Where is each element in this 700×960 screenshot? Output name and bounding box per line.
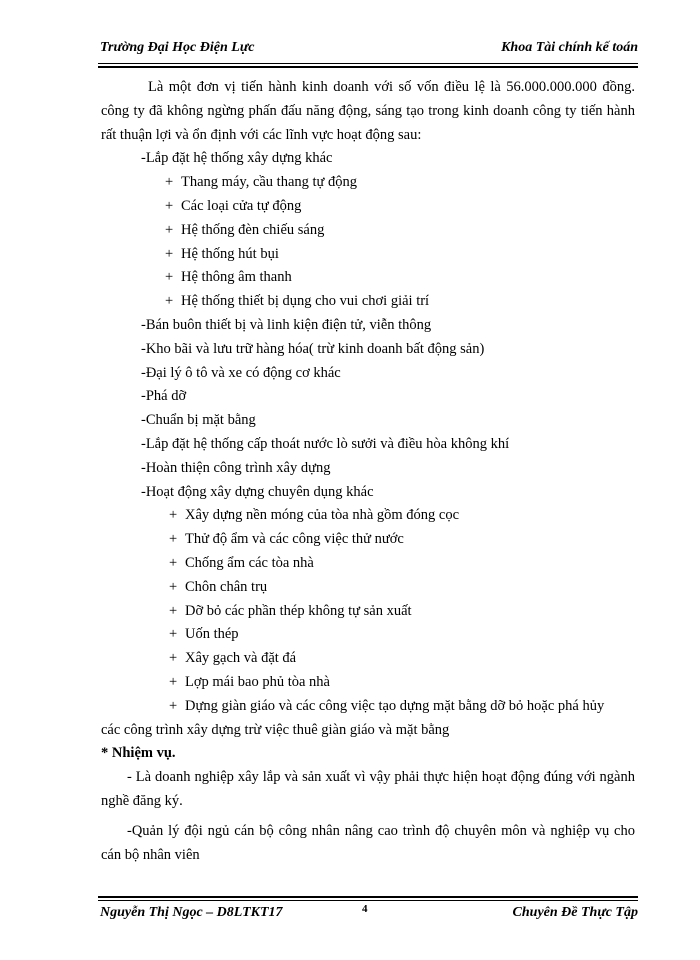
list-item: + Xây gạch và đặt đá	[101, 647, 635, 671]
plus-marker: +	[169, 673, 178, 690]
activity-group-2-list	[101, 504, 635, 742]
list-item: + Hệ thống đèn chiếu sáng	[101, 219, 635, 243]
activity-group-title: -Lắp đặt hệ thống xây dựng khác	[141, 150, 333, 167]
list-item: -Đại lý ô tô và xe có động cơ khác	[141, 364, 341, 381]
list-item: + Xây dựng nền móng của tòa nhà gồm đóng cọc	[101, 504, 635, 528]
activity-group-1-list	[101, 171, 635, 314]
duty-paragraph: - Là doanh nghiệp xây lắp và sản xuất vì vậy phải thực hiện hoạt động đúng với ngành nghề đăng ký.	[101, 769, 635, 809]
list-item: -Phá dỡ	[141, 388, 187, 405]
list-item: -Hoạt động xây dựng chuyên dụng khác	[141, 483, 374, 500]
list-item: -Lắp đặt hệ thống cấp thoát nước lò sưởi và điều hòa không khí	[141, 435, 510, 452]
list-item: + Hệ thống thiết bị dụng cho vui chơi giải trí	[101, 290, 635, 314]
plus-marker: +	[165, 197, 174, 214]
list-item: + Chôn chân trụ	[101, 576, 635, 600]
list-item: + Hệ thống hút bụi	[101, 243, 635, 267]
header-school-name: Trường Đại Học Điện Lực	[100, 40, 255, 55]
intro-paragraph: Là một đơn vị tiến hành kinh doanh với số vốn điều lệ là 56.000.000.000 đồng. công ty đã không ngừng phấn đấu năng động, sáng tạo trong kinh doanh công ty tiến hành rất thuận lợi và ổn định với các lĩnh vực hoạt động sau:	[101, 79, 635, 143]
list-item: -Bán buôn thiết bị và linh kiện điện tử, viễn thông	[141, 316, 432, 333]
plus-marker: +	[169, 697, 178, 714]
plus-marker: +	[169, 602, 178, 619]
list-item: + Dựng giàn giáo và các công việc tạo dựng mặt bằng dỡ bỏ hoặc phá hủy	[101, 695, 635, 719]
page-body	[101, 76, 635, 867]
plus-marker: +	[169, 554, 178, 571]
list-item: + Lợp mái bao phủ tòa nhà	[101, 671, 635, 695]
list-item: -Hoàn thiện công trình xây dựng	[141, 459, 331, 476]
plus-marker: +	[169, 650, 178, 667]
list-item: -Kho bãi và lưu trữ hàng hóa( trừ kinh doanh bất động sản)	[141, 340, 485, 357]
plus-marker: +	[169, 626, 178, 643]
list-item: + Uốn thép	[101, 623, 635, 647]
header-faculty-name: Khoa Tài chính kế toán	[501, 40, 638, 55]
header-rule-thick	[98, 66, 638, 68]
page-number: 4	[362, 903, 368, 915]
list-item: -Chuẩn bị mặt bằng	[141, 412, 256, 429]
activity-dash-list	[101, 314, 635, 504]
list-item: + Các loại cửa tự động	[101, 195, 635, 219]
section-heading: * Nhiệm vụ.	[101, 745, 176, 762]
page-header	[100, 38, 638, 62]
plus-marker: +	[165, 293, 174, 310]
plus-marker: +	[169, 531, 178, 548]
header-rule	[98, 63, 638, 64]
list-item: + Dỡ bỏ các phần thép không tự sản xuất	[101, 600, 635, 624]
footer-author: Nguyễn Thị Ngọc – D8LTKT17	[100, 905, 283, 920]
plus-marker: +	[165, 245, 174, 262]
plus-marker: +	[165, 174, 174, 191]
plus-marker: +	[169, 507, 178, 524]
footer-report-title: Chuyên Đề Thực Tập	[512, 905, 638, 920]
plus-marker: +	[169, 578, 178, 595]
list-item-continuation: các công trình xây dựng trừ việc thuê giàn giáo và mặt bằng	[101, 721, 450, 738]
list-item: + Thử độ ẩm và các công việc thử nước	[101, 528, 635, 552]
footer-rule	[98, 900, 638, 901]
list-item: + Chống ẩm các tòa nhà	[101, 552, 635, 576]
footer-rule-thick	[98, 896, 638, 898]
list-item: + Thang máy, cầu thang tự động	[101, 171, 635, 195]
plus-marker: +	[165, 221, 174, 238]
page-footer	[100, 903, 638, 927]
plus-marker: +	[165, 269, 174, 286]
list-item: + Hệ thông âm thanh	[101, 266, 635, 290]
duty-paragraph: -Quản lý đội ngủ cán bộ công nhân nâng cao trình độ chuyên môn và nghiệp vụ cho cán bộ nhân viên	[101, 822, 635, 863]
